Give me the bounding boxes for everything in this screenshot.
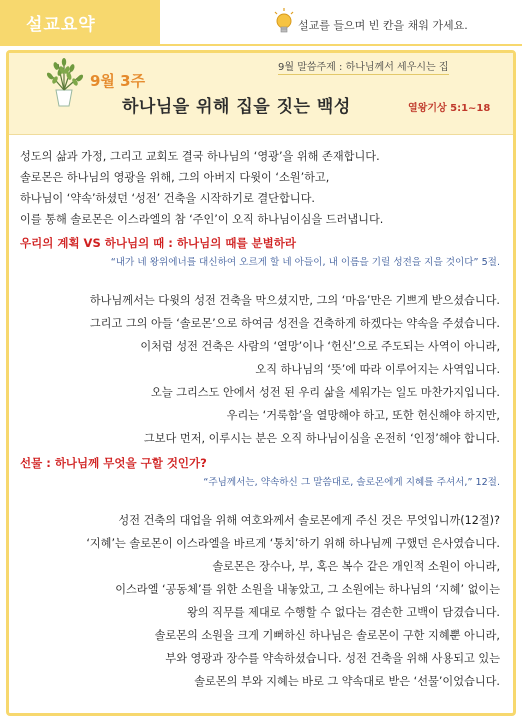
body-line: 오직 하나님의 ‘뜻’에 따라 이루어지는 사역입니다. <box>255 363 500 376</box>
section-heading: 선물 : 하나님께 무엇을 구할 것인가? <box>20 456 207 470</box>
instruction-note: 설교를 들으며 빈 칸을 채워 가세요. <box>298 19 468 32</box>
top-divider <box>160 44 522 46</box>
lightbulb-icon <box>272 8 296 38</box>
body-line: 오늘 그리스도 안에서 성전 된 우리 삶을 세워가는 일도 마찬가지입니다. <box>151 386 500 399</box>
body-line: 왕의 직무를 제대로 수행할 수 없다는 겸손한 고백이 담겼습니다. <box>187 606 500 619</box>
body-line: 그보다 먼저, 이루시는 분은 오직 하나님이심을 온전히 ‘인정’해야 합니다. <box>143 432 500 445</box>
top-bar <box>0 0 522 46</box>
section-tab <box>0 0 160 46</box>
monthly-theme: 9월 말씀주제 : 하나님께서 세우시는 집 <box>278 58 449 75</box>
body-line: 솔로몬의 소원을 크게 기뻐하신 하나님은 솔로몬이 구한 지혜뿐 아니라, <box>154 629 500 642</box>
body-line: 이스라엘 ‘공동체’를 위한 소원을 내놓았고, 그 소원에는 하나님의 ‘지혜’ 없이는 <box>115 583 500 596</box>
scripture-reference: 열왕기상 5:1~18 <box>408 103 491 114</box>
section-heading: 우리의 계획 VS 하나님의 때 : 하나님의 때를 분별하라 <box>20 236 296 250</box>
body-line: 솔로몬의 부와 지혜는 바로 그 약속대로 받은 ‘선물’이었습니다. <box>194 675 500 688</box>
scripture-quote: “내가 네 왕위에너를 대신하여 오르게 할 네 아들이, 내 이름을 기릴 성전을 지을 것이다” 5절. <box>110 257 500 268</box>
plant-vase-icon <box>36 56 92 108</box>
intro-line: 하나님이 ‘약속’하셨던 ‘성전’ 건축을 시작하기로 결단합니다. <box>20 192 315 205</box>
body-line: 우리는 ‘거룩함’을 열망해야 하고, 또한 헌신해야 하지만, <box>226 409 500 422</box>
body-line: 부와 영광과 장수를 약속하셨습니다. 성전 건축을 위해 사용되고 있는 <box>165 652 500 665</box>
body-line: ‘지혜’는 솔로몬이 이스라엘을 바르게 ‘통치’하기 위해 하나님께 구했던 은사였습니다. <box>86 537 500 550</box>
scripture-quote: “주님께서는, 약속하신 그 말씀대로, 솔로몬에게 지혜를 주셔서,” 12절. <box>203 477 500 488</box>
body-line: 하나님께서는 다윗의 성전 건축을 막으셨지만, 그의 ‘마음’만은 기쁘게 받으셨습니다. <box>89 294 500 307</box>
intro-line: 솔로몬은 하나님의 영광을 위해, 그의 아버지 다윗이 ‘소원’하고, <box>20 171 330 184</box>
sermon-title: 하나님을 위해 집을 짓는 백성 <box>122 97 351 117</box>
body-line: 그리고 그의 아들 ‘솔로몬’으로 하여금 성전을 건축하게 하겠다는 약속을 주셨습니다. <box>89 317 500 330</box>
body-line: 솔로몬은 장수나, 부, 혹은 복수 같은 개인적 소원이 아니라, <box>212 560 500 573</box>
week-label: 9월 3주 <box>90 72 146 90</box>
body-line: 이처럼 성전 건축은 사람의 ‘열망’이나 ‘헌신’으로 주도되는 사역이 아니라, <box>140 340 500 353</box>
body-line: 성전 건축의 대업을 위해 여호와께서 솔로몬에게 주신 것은 무엇입니까(12절)? <box>118 514 500 527</box>
intro-line: 이를 통해 솔로몬은 이스라엘의 참 ‘주인’이 오직 하나님이심을 드러냅니다. <box>20 213 384 226</box>
section-tab-label: 설교요약 <box>26 15 96 35</box>
intro-line: 성도의 삶과 가정, 그리고 교회도 결국 하나님의 ‘영광’을 위해 존재합니다. <box>20 150 380 163</box>
